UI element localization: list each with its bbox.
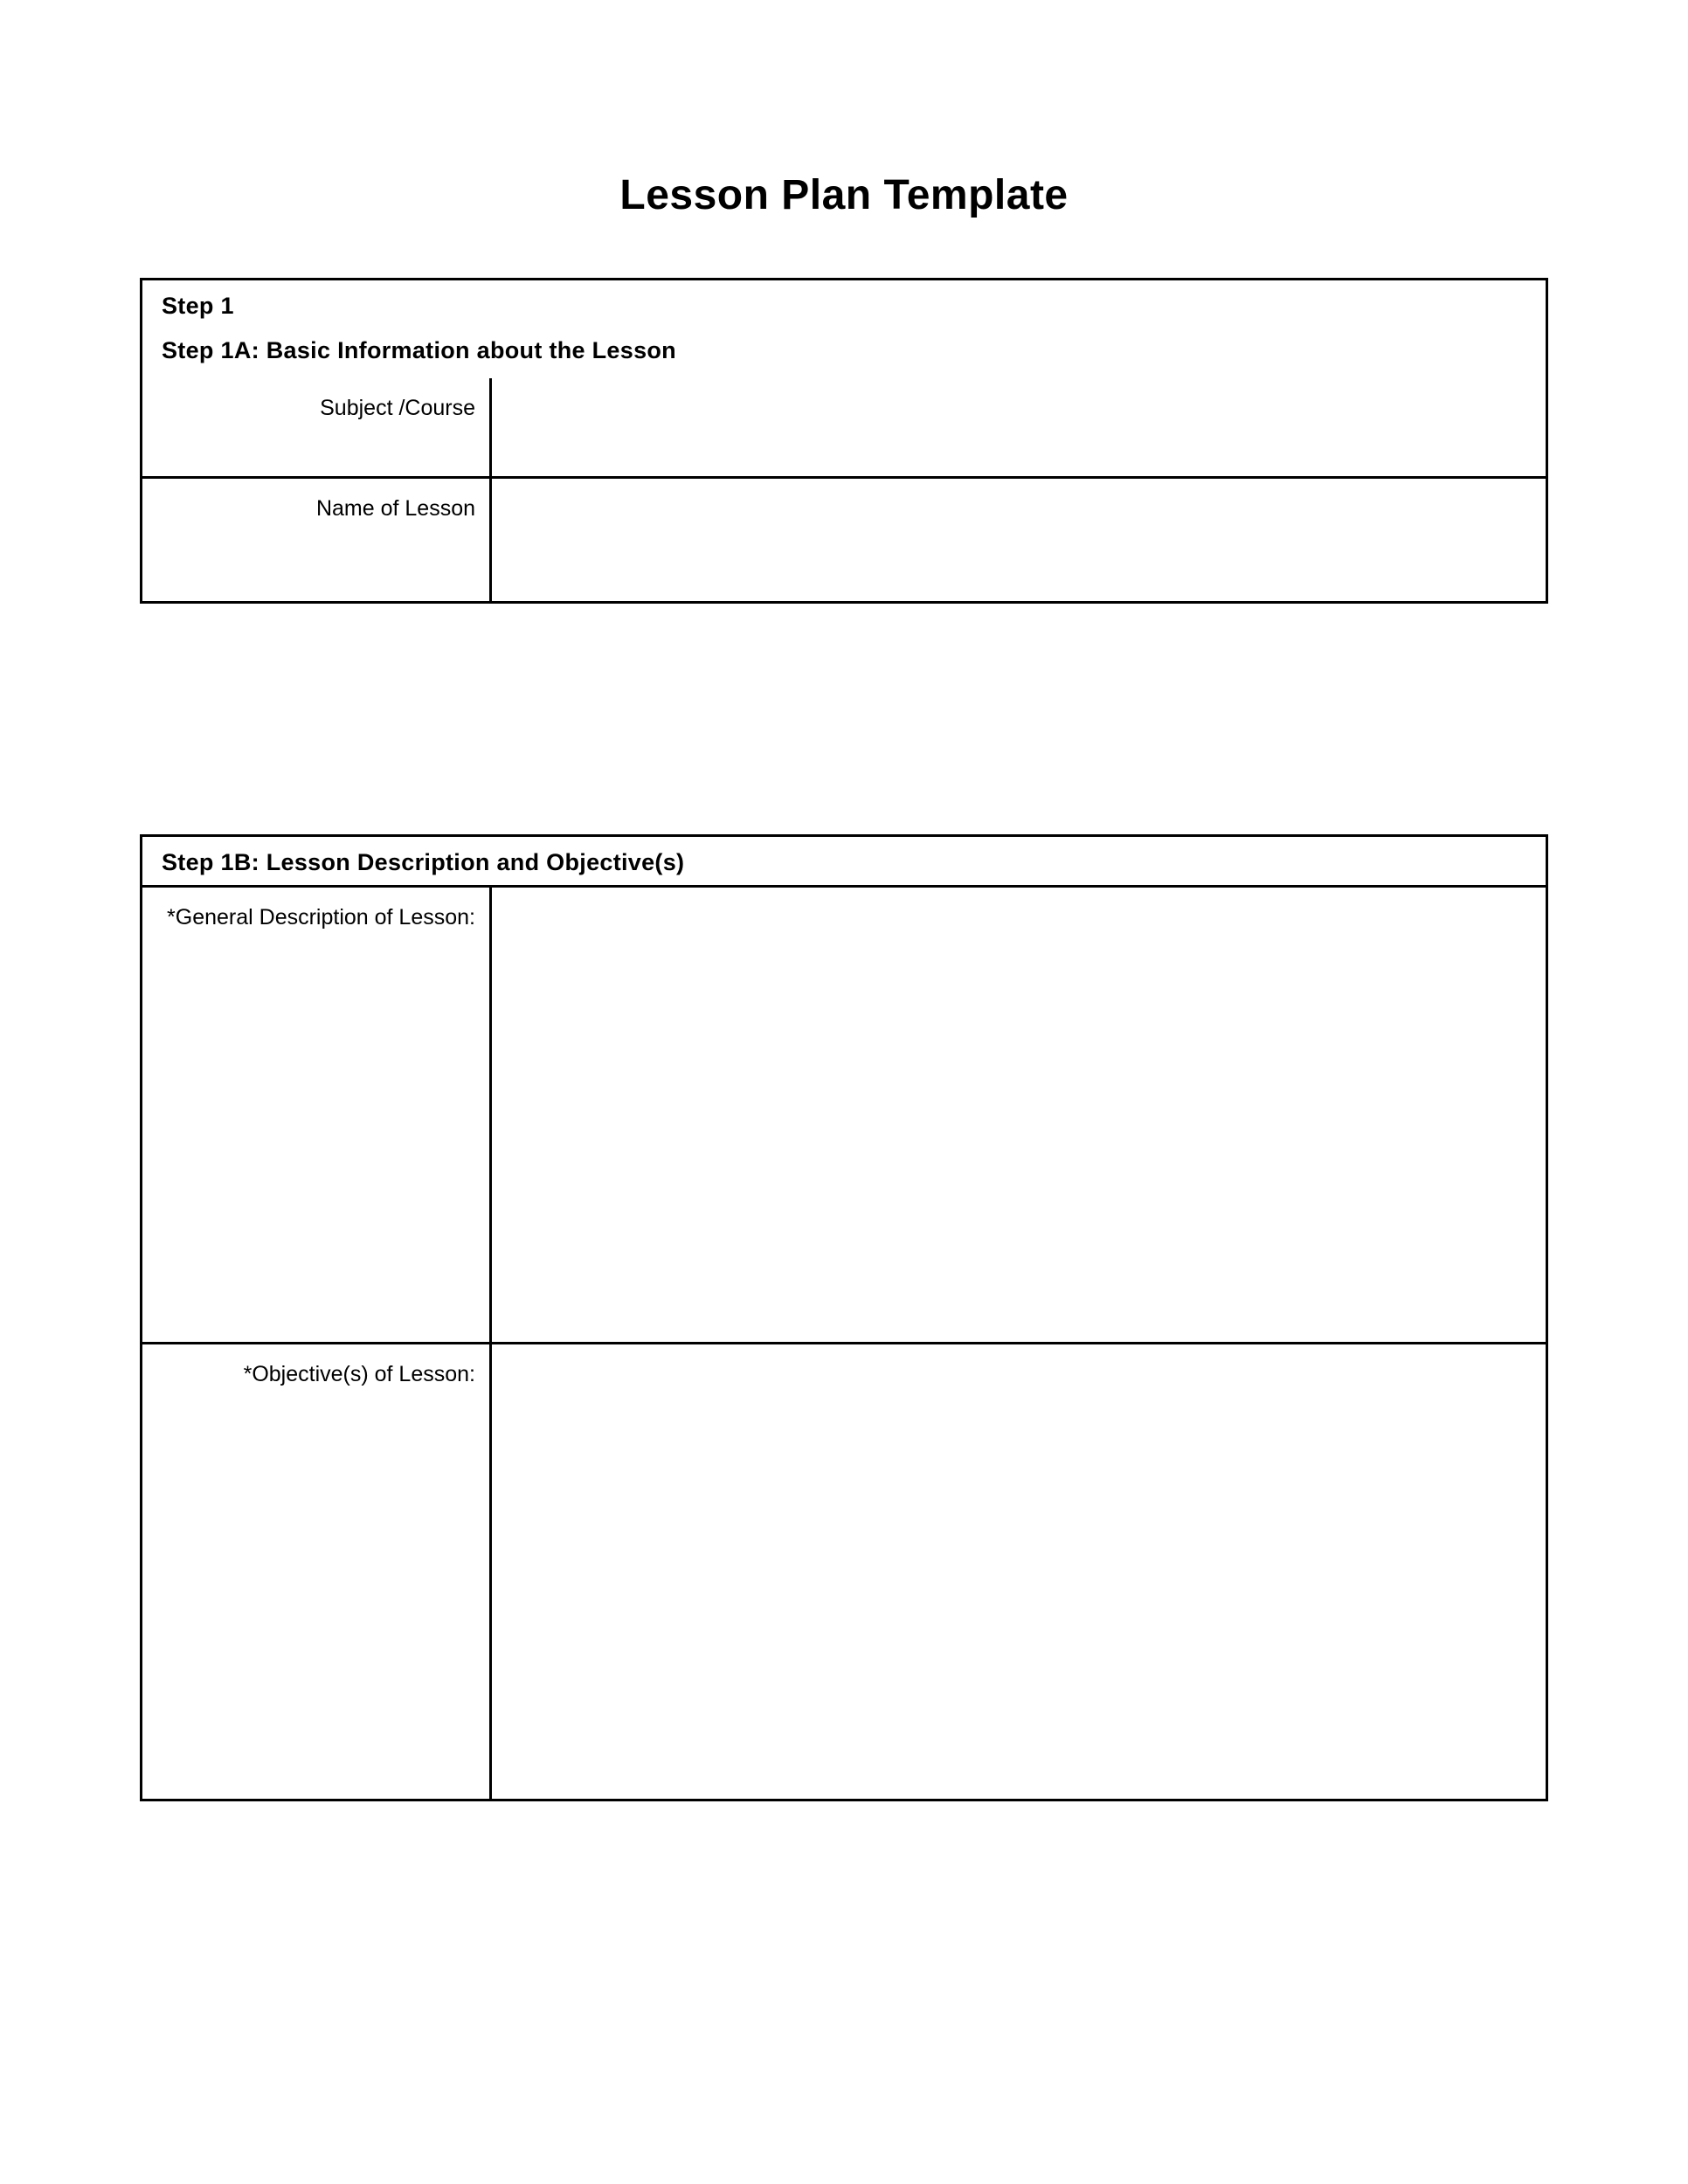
- table-row: [142, 378, 1546, 476]
- name-of-lesson-label: Name of Lesson: [142, 479, 492, 601]
- step-1-heading-row: [142, 280, 1546, 328]
- step-1b-heading: Step 1B: Lesson Description and Objective(s): [162, 849, 685, 875]
- general-description-label: *General Description of Lesson:: [142, 888, 492, 1342]
- step-1b-heading-row: [142, 837, 1546, 885]
- name-of-lesson-field[interactable]: [492, 479, 1546, 601]
- table-row: [142, 476, 1546, 601]
- table-row: [142, 1342, 1546, 1799]
- step-1-heading: Step 1: [162, 293, 234, 319]
- step-1-table: [140, 278, 1548, 604]
- objectives-label: *Objective(s) of Lesson:: [142, 1344, 492, 1799]
- step-1a-heading-row: [142, 328, 1546, 378]
- table-row: [142, 885, 1546, 1342]
- step-1a-heading: Step 1A: Basic Information about the Lesson: [162, 337, 676, 363]
- page-title: Lesson Plan Template: [619, 172, 1069, 218]
- subject-course-label: Subject /Course: [142, 378, 492, 476]
- objectives-field[interactable]: [492, 1344, 1546, 1799]
- general-description-field[interactable]: [492, 888, 1546, 1342]
- step-1b-table: [140, 834, 1548, 1801]
- subject-course-field[interactable]: [492, 378, 1546, 476]
